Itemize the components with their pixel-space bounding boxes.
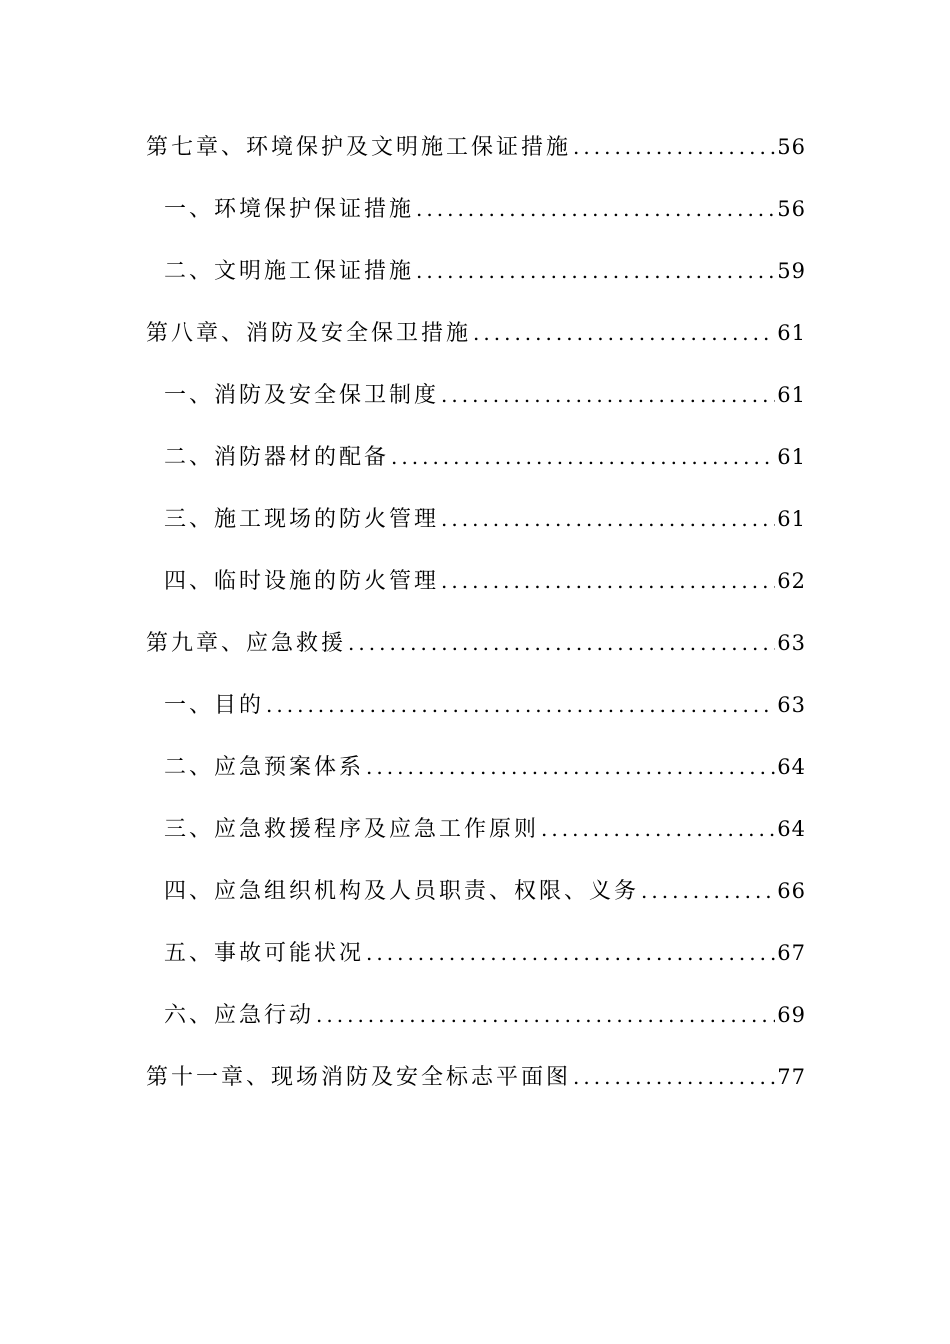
toc-entry-section[interactable] [146, 936, 806, 998]
toc-entry-section[interactable] [146, 750, 806, 812]
toc-page-number: 64 [777, 755, 806, 779]
toc-entry-title: 五、事故可能状况 [164, 941, 365, 966]
toc-dot-leader [391, 445, 775, 469]
toc-entry-section[interactable] [146, 254, 806, 316]
toc-dot-leader [573, 135, 775, 159]
toc-entry-title: 一、目的 [164, 693, 265, 718]
toc-dot-leader [541, 817, 775, 841]
toc-entry-section[interactable] [146, 192, 806, 254]
toc-page-number: 61 [777, 321, 806, 345]
toc-page-number: 59 [777, 259, 806, 283]
toc-entry-section[interactable] [146, 564, 806, 626]
toc-entry-chapter-9[interactable] [146, 626, 806, 688]
toc-entry-title: 四、临时设施的防火管理 [164, 569, 440, 594]
toc-entry-title: 第八章、消防及安全保卫措施 [146, 321, 472, 346]
toc-entry-section[interactable] [146, 998, 806, 1060]
toc-dot-leader [366, 941, 775, 965]
toc-entry-title: 第十一章、现场消防及安全标志平面图 [146, 1065, 572, 1090]
toc-dot-leader [316, 1003, 775, 1027]
toc-dot-leader [473, 321, 775, 345]
toc-page-number: 64 [777, 817, 806, 841]
toc-entry-title: 第七章、环境保护及文明施工保证措施 [146, 135, 572, 160]
toc-page-number: 61 [777, 507, 806, 531]
toc-page-number: 61 [777, 445, 806, 469]
toc-entry-section[interactable] [146, 378, 806, 440]
toc-entry-title: 四、应急组织机构及人员职责、权限、义务 [164, 879, 640, 904]
toc-page-number: 62 [777, 569, 806, 593]
toc-dot-leader [573, 1065, 775, 1089]
toc-page-number: 67 [777, 941, 806, 965]
toc-page-number: 69 [777, 1003, 806, 1027]
toc-entry-chapter-8[interactable] [146, 316, 806, 378]
toc-page-number: 63 [777, 631, 806, 655]
toc-dot-leader [366, 755, 775, 779]
toc-page-number: 77 [777, 1065, 806, 1089]
table-of-contents [146, 130, 806, 1122]
toc-entry-title: 三、施工现场的防火管理 [164, 507, 440, 532]
toc-dot-leader [441, 569, 775, 593]
toc-entry-section[interactable] [146, 502, 806, 564]
toc-entry-title: 二、消防器材的配备 [164, 445, 390, 470]
toc-entry-title: 第九章、应急救援 [146, 631, 347, 656]
toc-entry-chapter-11[interactable] [146, 1060, 806, 1122]
toc-page-number: 61 [777, 383, 806, 407]
toc-entry-title: 六、应急行动 [164, 1003, 315, 1028]
toc-page-number: 56 [777, 197, 806, 221]
toc-page-number: 63 [777, 693, 806, 717]
toc-entry-section[interactable] [146, 812, 806, 874]
toc-entry-section[interactable] [146, 440, 806, 502]
toc-entry-section[interactable] [146, 874, 806, 936]
toc-dot-leader [641, 879, 775, 903]
toc-entry-section[interactable] [146, 688, 806, 750]
toc-entry-title: 二、应急预案体系 [164, 755, 365, 780]
toc-dot-leader [266, 693, 775, 717]
toc-entry-chapter-7[interactable] [146, 130, 806, 192]
toc-page-number: 56 [777, 135, 806, 159]
toc-entry-title: 一、环境保护保证措施 [164, 197, 415, 222]
toc-dot-leader [348, 631, 775, 655]
toc-entry-title: 二、文明施工保证措施 [164, 259, 415, 284]
toc-page-number: 66 [777, 879, 806, 903]
toc-dot-leader [416, 197, 775, 221]
toc-dot-leader [441, 383, 775, 407]
toc-entry-title: 三、应急救援程序及应急工作原则 [164, 817, 540, 842]
toc-dot-leader [441, 507, 775, 531]
toc-dot-leader [416, 259, 775, 283]
toc-entry-title: 一、消防及安全保卫制度 [164, 383, 440, 408]
